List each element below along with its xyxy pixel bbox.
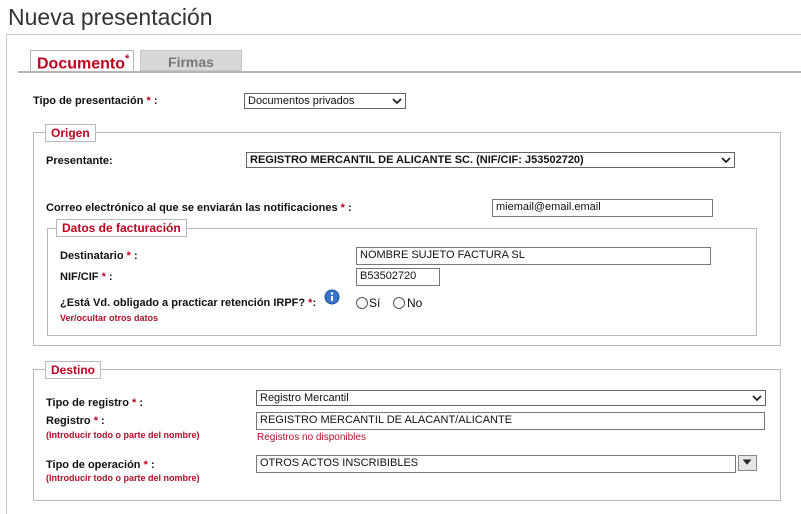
label-colon: : — [101, 415, 105, 427]
label-text: Tipo de presentación — [33, 95, 144, 107]
destinatario-label — [60, 250, 138, 262]
label-text: Correo electrónico al que se enviarán las notificaciones — [46, 202, 338, 214]
tipo-operacion-dropdown-button[interactable] — [738, 455, 757, 471]
tab-documento-label: Documento — [37, 55, 125, 73]
nif-label — [60, 271, 113, 283]
required-mark: * — [131, 397, 137, 409]
tipo-operacion-label — [46, 459, 155, 471]
registro-status: Registros no disponibles — [257, 432, 366, 443]
tab-firmas[interactable]: Firmas — [140, 50, 242, 71]
presentante-label: Presentante: — [46, 155, 113, 167]
irpf-radio-no-label: No — [407, 296, 423, 310]
select-value: Documentos privados — [248, 95, 355, 107]
label-colon: : — [153, 95, 158, 107]
required-mark: * — [143, 459, 148, 471]
label-text: Registro — [46, 415, 91, 427]
tipo-operacion-hint: (Introducir todo o parte del nombre) — [46, 473, 200, 483]
correo-input[interactable]: miemail@email.email — [492, 199, 713, 217]
toggle-otros-datos-link[interactable]: Ver/ocultar otros datos — [60, 313, 159, 323]
select-value: REGISTRO MERCANTIL DE ALICANTE SC. (NIF/CIF: J53502720) — [250, 154, 584, 166]
nif-input[interactable]: B53502720 — [356, 268, 440, 286]
registro-label — [46, 415, 105, 427]
required-mark: * — [101, 271, 106, 283]
registro-input[interactable]: REGISTRO MERCANTIL DE ALACANT/ALICANTE — [256, 412, 765, 430]
chevron-down-icon — [752, 393, 762, 403]
label-colon: : — [312, 297, 317, 309]
destino-legend: Destino — [45, 361, 101, 379]
facturacion-legend: Datos de facturación — [56, 219, 187, 237]
label-text: NIF/CIF — [60, 271, 99, 283]
info-icon[interactable] — [324, 289, 340, 305]
presentante-select[interactable] — [246, 152, 735, 168]
label-text: Destinatario — [60, 250, 124, 262]
label-colon: : — [348, 202, 352, 214]
page-title: Nueva presentación — [8, 4, 213, 30]
irpf-radio-no[interactable] — [393, 297, 405, 309]
origen-legend: Origen — [45, 124, 96, 142]
required-mark: * — [126, 250, 131, 262]
irpf-label — [60, 297, 316, 309]
destinatario-input[interactable]: NOMBRE SUJETO FACTURA SL — [356, 247, 711, 265]
tipo-presentacion-select[interactable] — [244, 93, 406, 109]
label-colon: : — [133, 250, 138, 262]
required-mark: * — [146, 95, 151, 107]
registro-hint: (Introducir todo o parte del nombre) — [46, 430, 200, 440]
irpf-radio-si-label: Sí — [369, 296, 381, 310]
tipo-registro-label — [46, 397, 143, 409]
required-mark: * — [125, 53, 130, 65]
triangle-down-icon — [739, 456, 756, 470]
label-colon: : — [139, 397, 143, 409]
label-text: ¿Está Vd. obligado a practicar retención IRPF? — [60, 297, 306, 309]
label-colon: : — [150, 459, 155, 471]
tipo-operacion-input[interactable]: OTROS ACTOS INSCRIBIBLES — [256, 455, 736, 473]
select-value: Registro Mercantil — [260, 392, 349, 404]
required-mark: * — [93, 415, 98, 427]
required-mark: * — [340, 202, 345, 214]
irpf-radio-si[interactable] — [356, 297, 368, 309]
label-text: Tipo de registro — [46, 397, 129, 409]
label-colon: : — [108, 271, 113, 283]
correo-label — [46, 202, 352, 214]
tipo-presentacion-label — [33, 95, 158, 107]
chevron-down-icon — [392, 96, 402, 106]
tab-divider — [18, 71, 801, 73]
label-text: Tipo de operación — [46, 459, 141, 471]
tipo-registro-select[interactable] — [256, 390, 766, 406]
required-mark: * — [308, 297, 313, 309]
chevron-down-icon — [721, 155, 731, 165]
